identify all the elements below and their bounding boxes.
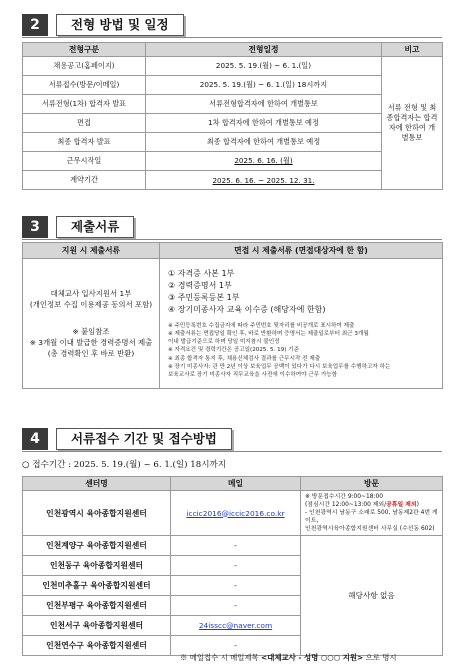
section-title: 서류접수 기간 및 접수방법 xyxy=(56,428,232,450)
doc-items xyxy=(168,268,434,316)
remark-cell xyxy=(382,57,443,190)
row-value: 최종 합격자에 한하여 개별통보 예정 xyxy=(146,133,382,152)
documents-table xyxy=(22,242,443,389)
section-rule xyxy=(22,37,442,38)
email-link[interactable]: iccic2016@iccic2016.co.kr xyxy=(186,508,285,518)
section-2-header xyxy=(22,14,442,36)
center-name: 인천부평구 육아종합지원센터 xyxy=(23,596,171,616)
doc-line: ※ 붙임참조 xyxy=(72,327,110,336)
section-number: 4 xyxy=(22,428,48,450)
row-label: 근무시작일 xyxy=(23,152,146,171)
section-rule xyxy=(22,451,442,452)
section-3-header xyxy=(22,216,442,238)
row-label: 면접 xyxy=(23,114,146,133)
schedule-table xyxy=(22,42,443,190)
col-header: 비고 xyxy=(382,43,443,57)
row-label: 서류전형(1차) 합격자 발표 xyxy=(23,95,146,114)
center-name: 인천계양구 육아종합지원센터 xyxy=(23,536,171,556)
visit-none: 해당사항 없음 xyxy=(348,591,395,600)
center-mail: - xyxy=(171,556,301,576)
doc-note: ※ 장기 미종사자: 관 만 2년 이상 보육업무 공백이 있다가 다시 보육업무를 수행하고자 하는 xyxy=(168,363,391,370)
row-label: 최종 합격자 발표 xyxy=(23,133,146,152)
visit-text: ) xyxy=(416,502,419,508)
doc-note: ※ 최종 합격자 통지 후, 채용신체검사 결과를 근무시작 전 제출 xyxy=(168,355,321,362)
center-mail: - xyxy=(171,596,301,616)
centers-table xyxy=(22,476,443,656)
row-value-text: 2025. 6. 16. (월) xyxy=(234,156,293,165)
email-link[interactable]: 24isscc@naver.com xyxy=(198,621,273,630)
application-period: ○ 접수기간 : 2025. 5. 19.(월) ~ 6. 1.(일) 18시까지 xyxy=(22,460,227,470)
doc-item: ① 자격증 사본 1부 xyxy=(168,268,235,278)
footer-subject: <대체교사 - 성명 ○○○ 지원> xyxy=(261,653,364,662)
doc-note: 보육교사로 장기 미종사자 직무교육을 사전에 이수하여야 근무 가능함 xyxy=(168,372,338,378)
row-label: 채용공고(홈페이지) xyxy=(23,57,146,76)
doc-item: ② 경력증명서 1부 xyxy=(168,280,232,290)
row-value: 서류전형합격자에 한하여 개별통보 xyxy=(146,95,382,114)
mail-subject-note xyxy=(180,652,397,663)
doc-line: (개인정보 수집 이용제공 동의서 포함) xyxy=(29,300,153,309)
section-title: 전형 방법 및 일정 xyxy=(56,14,184,36)
center-mail-cell xyxy=(171,616,301,636)
doc-note: 이내 발급기준으로 하며 당일 미지참시 불인정 xyxy=(168,339,280,346)
footer-text: 으로 명시 xyxy=(363,653,397,662)
remark-text: 서류 전형 및 최종합격자는 합격자에 한하여 개별통보 xyxy=(386,103,438,142)
center-name: 인천동구 육아종합지원센터 xyxy=(23,556,171,576)
doc-note: ※ 자격요건 및 경력기간은 공고일(2025. 5. 19) 기준 xyxy=(168,347,300,354)
col-header: 전형구분 xyxy=(23,43,146,57)
center-mail-cell xyxy=(171,491,301,536)
visit-line: ※ 방문접수시간 9:00~18:00 xyxy=(305,494,383,500)
doc-note: ※ 제출서류는 면접당일 확인 후, 바로 반환하며 증명서는 제출일로부터 최근 3개월 xyxy=(168,330,369,337)
footer-text: ※ 메일접수 시 메일제목 xyxy=(180,653,262,662)
col-header: 메일 xyxy=(171,477,301,491)
section-number: 2 xyxy=(22,14,48,36)
center-mail: - xyxy=(171,636,301,656)
row-value xyxy=(146,171,382,190)
col-header: 전형일정 xyxy=(146,43,382,57)
row-value: 2025. 5. 19.(월) ~ 6. 1.(일) 18시까지 xyxy=(146,76,382,95)
visit-text: (점심시간 12:00~13:00 제외/ xyxy=(305,502,387,508)
visit-line xyxy=(305,501,438,509)
center-mail: - xyxy=(171,536,301,556)
row-label: 서류접수(방문/이메일) xyxy=(23,76,146,95)
application-docs-cell xyxy=(23,259,160,389)
col-header: 센터명 xyxy=(23,477,171,491)
center-name: 인천광역시 육아종합지원센터 xyxy=(23,491,171,536)
doc-item: ④ 장기미종사자 교육 이수증 (해당자에 한함) xyxy=(168,304,326,314)
col-header: 방문 xyxy=(301,477,443,491)
col-header: 지원 시 제출서류 xyxy=(23,243,160,259)
row-value: 1차 합격자에 한하여 개별통보 예정 xyxy=(146,114,382,133)
section-rule xyxy=(22,239,442,240)
doc-note: ※ 주민등록번호 수집금지에 따라 주민번호 뒷자리를 비공개로 표시하여 제출 xyxy=(168,322,355,329)
section-4-header xyxy=(22,428,442,450)
center-name: 인천연수구 육아종합지원센터 xyxy=(23,636,171,656)
row-label: 계약기간 xyxy=(23,171,146,190)
visit-line: 인천광역시육아종합지원센터 사무실 (수선동 602) xyxy=(305,526,435,532)
doc-line: 대체교사 입사지원서 1부 xyxy=(50,289,132,298)
doc-line: ※ 3개월 이내 발급한 경력증명서 제출 xyxy=(29,338,153,347)
center-name: 인천미추홀구 육아종합지원센터 xyxy=(23,576,171,596)
doc-line: (총 경력확인 후 바로 반환) xyxy=(47,349,135,358)
doc-notes xyxy=(168,322,434,379)
visit-line: - 인천광역시 남동구 소래로 500, 남동제2관 4번 게이트, xyxy=(305,510,438,524)
spacer xyxy=(27,310,155,326)
center-mail: - xyxy=(171,576,301,596)
row-value-text: 2025. 6. 16. ~ 2025. 12. 31. xyxy=(212,175,315,185)
center-name: 인천서구 육아종합지원센터 xyxy=(23,616,171,636)
row-value: 2025. 5. 19.(월) ~ 6. 1.(일) xyxy=(146,57,382,76)
visit-none-cell xyxy=(301,536,443,656)
doc-item: ③ 주민등록등본 1부 xyxy=(168,292,240,302)
section-number: 3 xyxy=(22,216,48,238)
interview-docs-cell xyxy=(160,259,443,389)
section-title: 제출서류 xyxy=(56,216,134,238)
holiday-note: 공휴일 제외 xyxy=(386,502,417,508)
row-value xyxy=(146,152,382,171)
visit-info-cell xyxy=(301,491,443,536)
col-header: 면접 시 제출서류 (면접대상자에 한 함) xyxy=(160,243,443,259)
